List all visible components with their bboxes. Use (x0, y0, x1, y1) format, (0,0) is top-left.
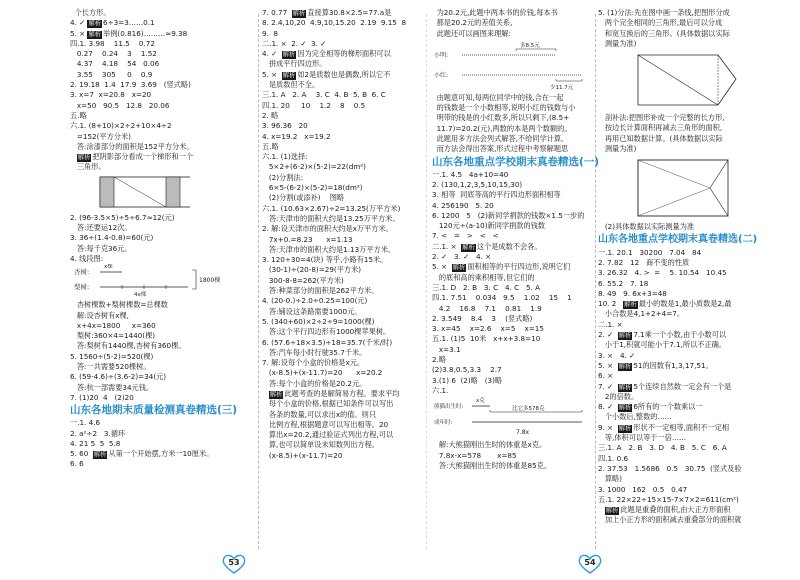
answer-line: 由题意可知,每两位同学中的钱,合在一起 (432, 92, 564, 102)
analysis-tag: 解析 (88, 30, 102, 38)
answer-line: 四.1. 7.51 0.034 9.5 1.02 15 1 (432, 293, 572, 303)
answer-line: 6. (59-4.6)÷(3.6-2)=34(元) (70, 372, 167, 382)
analysis-tag: 解析 (77, 154, 91, 162)
label-more: 多8.5元 (520, 42, 540, 49)
column-1 (70, 8, 256, 470)
answer-line: 3. x=7 x=20.8 x=20 (70, 90, 152, 100)
label-apricot: 杏树: (74, 268, 90, 277)
answer-line: 再用已知数据计算。(具体数据以实际 (598, 133, 723, 143)
analysis-tag: 解析 (618, 424, 632, 432)
label-4x: 4x棵 (134, 292, 147, 299)
answer-line: 120元÷(a-10)新同学捐款的钱数 (432, 221, 546, 231)
answer-line: 解析 把阴影部分看成一个梯形和一个 (77, 152, 194, 162)
label-xg: x克 (476, 398, 485, 405)
answer-line: 答:铺设这条路需要1000元。 (262, 306, 362, 316)
answer-line: 的钱数是一个小数相等,说明小红的钱数与小 (432, 103, 576, 113)
answer-line: 五.略 (70, 110, 87, 120)
answer-line: 此题还可以画图来理解: (432, 28, 511, 38)
answer-line: x=50 90.5 12.8 20.06 (70, 100, 170, 110)
answer-line: 三.1. D 2. B 3. C 4. C 5. A (432, 282, 541, 292)
answer-line: 梨树:360×4=1440(棵) (70, 331, 156, 341)
answer-line: 2. ✓ 3. ✓ 4. × (432, 252, 492, 262)
label-hong: 小红: (434, 71, 449, 79)
page-number: 54 (584, 558, 596, 567)
section-title: 山东各地重点学校期末真卷精选(一) (432, 155, 600, 168)
answer-line: 10. 2 解析 最小的数是1,最小质数是2,最 (598, 299, 732, 309)
answer-line: 六.1. (8+10)×2÷2+10×4÷2 (70, 121, 172, 131)
label-ming: 小明: (434, 51, 449, 59)
answer-line: (30-1)÷(20-8)=29(平方米) (262, 265, 362, 275)
answer-line: 7x+0.=8.23 x=1.13 (262, 234, 353, 244)
answer-line: 2. a²÷2 3.循环 (70, 428, 126, 438)
answer-line: 答:一共需要520棵树。 (70, 362, 151, 372)
section-title: 山东各地重点学校期末真卷精选(二) (598, 233, 758, 245)
answer-line: 五.略 (262, 141, 279, 151)
answer-line: x+4x=1800 x=360 (70, 320, 156, 330)
page-number-right (578, 554, 602, 574)
section-title: 山东各地期末质量检测真卷精选(三) (70, 404, 238, 417)
figure-panda-diagram (432, 396, 592, 440)
analysis-tag: 解析 (618, 404, 632, 412)
answer-line: 5. × 解析 举例(0.816)………≈9.38 (70, 28, 188, 38)
fill-shape-diagram (598, 154, 748, 220)
answer-line: 4. 256190 5. 20 (432, 200, 494, 210)
answer-line: 6. (57.6÷18×3.5)÷18=35.7(千米/时) (262, 337, 393, 347)
answer-line: 7. ✓ 解析 5个连续自然数一定会有一个是 (598, 381, 732, 391)
analysis-tag: 解析 (624, 301, 637, 309)
answer-line: 五.1. (1)5 10米 x+x+3.8=10 (432, 334, 541, 344)
answer-line: (x-8.5)+(x-11.7)=20 (262, 450, 343, 460)
column-2 (262, 8, 424, 461)
answer-line: 2的倍数。 (598, 391, 639, 401)
answer-line: 四.1. 0.6 (598, 453, 629, 463)
figure-fill (598, 154, 758, 222)
answer-line: x=3.1 (432, 344, 461, 354)
answer-line: 6×5-(6-2)×(5-2)=18(dm²) (262, 183, 363, 193)
answer-line: 5×2+(6-2)×(5-2)=22(dm²) (262, 162, 366, 172)
figure-trapezoid (70, 173, 256, 213)
answer-line: 解:大熊猫刚出生时的体重是x克。 (432, 440, 547, 450)
answer-line: 2. 37.53 1.5686 0.5 30.75 (竖式及验 (598, 463, 742, 473)
answer-line: 5. 1560÷(5-2)=520(棵) (70, 351, 154, 361)
answer-line: 3. x=45 x=2.6 x=5 x=15 (432, 324, 544, 334)
analysis-tag: 解析 (618, 362, 632, 370)
analysis-tag: 解析 (88, 20, 102, 28)
answer-line: 六.1. (432, 385, 449, 395)
label-x: x棵 (104, 264, 113, 271)
answer-line: 拼成平行四边形。 (262, 59, 327, 69)
answer-line: 4.2 16.8 7.1 0.81 1.9 (432, 303, 542, 313)
answer-line: 3. 1000 162 0.5 0.47 (598, 484, 688, 494)
column-divider (258, 14, 259, 549)
answer-line: 为20.2元,此题中两本书的价钱,每本书 (432, 8, 558, 17)
tree-line-diagram (70, 264, 250, 298)
analysis-tag: 解析 (269, 390, 283, 398)
answer-line: 小合数是4,1+2+4=7。 (598, 309, 685, 319)
answer-line: 四.1. 3.98 11.5 0.72 (70, 38, 155, 48)
answer-line: 7.8x-x=578 x=85 (432, 450, 517, 460)
answer-line: 按边长计算面积再减去三角形的面积, (598, 123, 723, 133)
answer-line: 加上小正方形的面积减去重叠部分的面积就 (598, 515, 742, 525)
trapezoid-diagram (70, 173, 190, 211)
answer-line: 3. 相等 同底等高的平行四边形面积相等 (432, 190, 561, 200)
column-3 (432, 8, 600, 471)
analysis-tag: 解析 (618, 332, 632, 340)
answer-line: 而方法会得出答案,形式过程中考察解题思 (432, 144, 569, 154)
answer-line: 5. × 解析 51的因数有1,3,17,51。 (598, 360, 713, 370)
analysis-tag: 解析 (605, 507, 619, 515)
answer-line: 五.1. 22×22÷15×15-7×7×2=611(cm²) (598, 494, 739, 504)
page-divider (426, 14, 427, 549)
answer-line: 2. 略 (262, 110, 279, 120)
answer-line: 答:天津市的面积大约是1.13万平方米。 (262, 244, 396, 254)
answer-line: 三.1. A 2. B 3. D 4. B 5. C 6. A (598, 443, 727, 453)
answer-line: 个小数后,整数的…… (598, 412, 672, 422)
answer-line: 二.1. × 2. ✓ 3. ✓ (262, 38, 327, 48)
answer-line: 7. 解:设每个小盒的价格是x元。 (262, 358, 365, 368)
answer-line: 2. (96-3.5×5)÷5÷6.7≈12(元) (70, 212, 175, 222)
answer-line: 二.1. × 解析 这个是成数不会各。 (432, 241, 542, 251)
answer-line: 8. ✓ 解析 6所有的一个数乘以一 (598, 402, 703, 412)
label-born: 熊猫出生时: (434, 404, 464, 411)
answer-line: 7. (1)20 4 (2)20 (70, 392, 134, 402)
answer-line: 两个完全相同的三角形,最后可以分成 (598, 18, 723, 28)
answer-line: 算出x=20.2,通过验证式列出方程,可以 (262, 430, 394, 440)
answer-line: 小于1,积就可能小于7.1,所以不正确。 (598, 340, 727, 350)
answer-line: 2. 3.549 8.4 3 (竖式略) (432, 313, 533, 323)
answer-line: (x-8.5)+(x-11.7)=20 x=20.2 (262, 368, 383, 378)
label-pear: 梨树: (74, 283, 90, 292)
answer-line: 2.略 (432, 355, 447, 365)
analysis-tag: 解析 (452, 264, 466, 272)
label-78x: 7.8x (516, 429, 530, 437)
analysis-tag: 解析 (282, 51, 296, 59)
answer-line: 11.7)=20.2(元),两数的本是两个数额的。 (432, 123, 572, 133)
answer-line: 一.1. 4.5 4a+10=40 (432, 169, 509, 179)
answer-line: (2)分割(或添补) 图略 (262, 193, 345, 203)
answer-line: 二.1. × (598, 319, 623, 329)
answer-line: 300-8-8=262(平方米) (262, 275, 344, 285)
answer-line: 测量为准) (598, 144, 637, 154)
answer-line: 个长方形。 (70, 8, 111, 17)
answer-line: 4. x=19.2 x=19.2 (262, 131, 331, 141)
answer-line: 6. 1200 5 (2)新同学捐款的钱数×1.5一步的 (432, 210, 585, 220)
analysis-tag: 解析 (292, 10, 306, 17)
answer-line: (2)具体数据以实际测量为准 (598, 222, 695, 232)
figure-cut (598, 49, 758, 113)
answer-line: 0.27 0.24 3 1.52 (70, 49, 157, 59)
answer-line: 4. 线段图: (70, 253, 104, 263)
answer-line: 算略) (598, 474, 623, 484)
answer-line: 2. 7.82 12 商不变的性质 (598, 257, 690, 267)
answer-line: 答:每个小盒的价格是20.2元。 (262, 378, 367, 388)
cut-shape-diagram (598, 49, 748, 111)
label-more-578: 比它多578克 (512, 406, 545, 413)
answer-line: 答:梨树有1440棵,杏树有360棵。 (70, 341, 186, 351)
label-less: 少11.7元 (550, 84, 574, 91)
page-number-left (222, 554, 246, 574)
answer-line: 是质数但不全。 (262, 80, 320, 90)
answer-line: 3.55 305 0 0.9 (70, 69, 153, 79)
answer-line: 四.1. 20 10 1.2 8 0.5 (262, 100, 366, 110)
answer-line: 答:涂漆部分的面积是152平方分米。 (70, 141, 194, 151)
answer-line: 解析 此题考查的是解简易方程。要求平均 (269, 388, 400, 398)
answer-line: 5. (1)分法:先在图中画一条线,把图形分成 (598, 8, 730, 17)
answer-line: 4. (20-0.)÷2.0÷0.25=100(元) (262, 296, 368, 306)
answer-line: 等,体积可以等于一倍…… (598, 433, 687, 443)
analysis-tag: 解析 (462, 243, 475, 251)
answer-line: 解析 此题是重叠的面积,由大正方形面积 (605, 505, 731, 515)
answer-line: 3. 36÷(1.4-0.8)=60(元) (70, 233, 154, 243)
answer-line: 3. × 4. ✓ (598, 350, 636, 360)
answer-line: 每个小盒的价格,根据已知条件可以写出 (262, 399, 394, 409)
answer-line: 2. 解:设天津市的面积大约是x万平方米。 (262, 224, 393, 234)
answer-line: 答:还要运12次。 (70, 223, 132, 233)
answer-line: 7. < = > < < (432, 231, 499, 241)
answer-line: 6. 6 (70, 459, 84, 469)
answer-line: 答:杭一部需要34元钱。 (70, 382, 154, 392)
answer-line: 六.1. (10.63×2.67)÷2=13.25(万平方米) (262, 203, 401, 213)
column-4 (598, 8, 758, 526)
answer-line: 解:设杏树有x棵, (70, 310, 129, 320)
answer-line: 答:每千克36元。 (70, 243, 132, 253)
answer-line: 2. (130,1,2,3,5,10,15,30) (432, 179, 523, 189)
answer-line: 8. 49 9. 6x+3=48 (598, 288, 667, 298)
answer-line: 答:汽车每小时行驶35.7千米。 (262, 347, 367, 357)
answer-line: 2. 19.18 1.4 17.9 3.69 (竖式略) (70, 80, 191, 90)
analysis-tag: 解析 (93, 451, 107, 459)
answer-line: 三.1. A 2. A 3. C 4. B 5. B 6. C (262, 90, 386, 100)
page-number: 53 (228, 558, 240, 567)
answer-line: 和宽互换后的三角形。(具体数据以实际 (598, 28, 730, 38)
answer-line: 六.1. (1)选择: (262, 152, 308, 162)
answer-line: 9. × 解析 形状不一定相等,面积不一定相 (598, 422, 730, 432)
answer-line: 3. 26.32 4. > = 5. 10.54 10.45 (598, 268, 727, 278)
answer-line: 比例方程,根据题意可以写出相等。20 (262, 419, 389, 429)
analysis-tag: 解析 (618, 383, 632, 391)
answer-line: 测量为准) (598, 38, 637, 48)
answer-line: 4. ✓ 解析 6÷3=3……0.1 (70, 18, 155, 28)
answer-line: 答:种菜部分的面积是262平方米。 (262, 286, 379, 296)
label-total: 1800棵 (199, 277, 221, 285)
answer-line: (2)分割法: (262, 172, 304, 182)
answer-line: 3. 96.36 20 (262, 121, 308, 131)
answer-line: 2. ✓ 解析 7.1乘一个小数,由于小数可以 (598, 330, 727, 340)
answer-line: 7. 0.77 解析 直接算30.8×2.5=77.a是 (262, 8, 392, 17)
answer-line: 的底和高的乘积相等,但它们的 (432, 272, 535, 282)
answer-line: 答:天津市的面积大约是13.25万平方米。 (262, 213, 400, 223)
price-line-diagram (432, 39, 592, 91)
answer-line: 答:这个平行四边形有1000棵苹果树。 (262, 327, 391, 337)
answer-line: 5. 60 解析 从第一个开始摆,方米一10厘米。 (70, 449, 214, 459)
answer-line: 答:大熊猫刚出生时的体重是85克。 (432, 460, 552, 470)
panda-line-diagram (432, 396, 592, 438)
answer-line: 8. 2.4,10,20 4.9,10,15.20 2.19 9.15 8 (262, 18, 407, 28)
answer-line: 都是20.2元的差值关系, (432, 18, 513, 28)
answer-line: 3.(1) 6 (2)略 (3)略 (432, 375, 503, 385)
answer-line: 9. 8 (262, 28, 278, 38)
answer-line: 3. 120÷30=4(块) 等乎,小路有15米。 (262, 255, 388, 265)
answer-line: 三角形。 (70, 162, 106, 172)
figure-line-diagram (70, 264, 256, 300)
answer-line: 杏树棵数+梨树棵数=总棵数 (70, 300, 168, 310)
answer-line: 6. 55.2 7. 18 (598, 278, 649, 288)
answer-line: 6. × (598, 371, 614, 381)
answer-line: =152(平方分米) (70, 131, 131, 141)
answer-line: 4. ✓ 解析 因为完全相等的梯形面积可以 (262, 49, 391, 59)
answer-line: 明带的钱是的小红数多,所以只剩下,(8.5+ (432, 113, 570, 123)
answer-line: 算,也可以简单设未知数列出方程。 (262, 440, 379, 450)
answer-line: 此题用多方法会列式解答,不给同学计算, (432, 134, 564, 144)
answer-line: 一.1. 4.6 (70, 418, 101, 428)
label-adult: 成年时: (434, 420, 453, 427)
answer-line: 4. 21 5 5 5.8 (70, 438, 121, 448)
answer-line: 5. × 解析 如2是质数也是偶数,所以它不 (262, 69, 391, 79)
answer-line: 5. (340+60)×2÷2÷9=1000(棵) (262, 316, 375, 326)
column-divider (595, 14, 596, 549)
answer-line: 一.1. 20.1 30200 7.04 84 (598, 247, 702, 257)
answer-line: 5. × 解析 面积相等的平行四边形,说明它们 (432, 262, 571, 272)
answer-line: 各条的数量,可以求出x的值。则只 (262, 409, 377, 419)
figure-price-diagram (432, 39, 592, 93)
analysis-tag: 解析 (282, 71, 296, 79)
answer-line: 4.37 4.18 54 0.06 (70, 59, 160, 69)
answer-line: 剖补法:把图形补成一个完整的长方形, (598, 113, 725, 123)
answer-line: (2)3.8,0.5,3.3 2.7 (432, 365, 502, 375)
